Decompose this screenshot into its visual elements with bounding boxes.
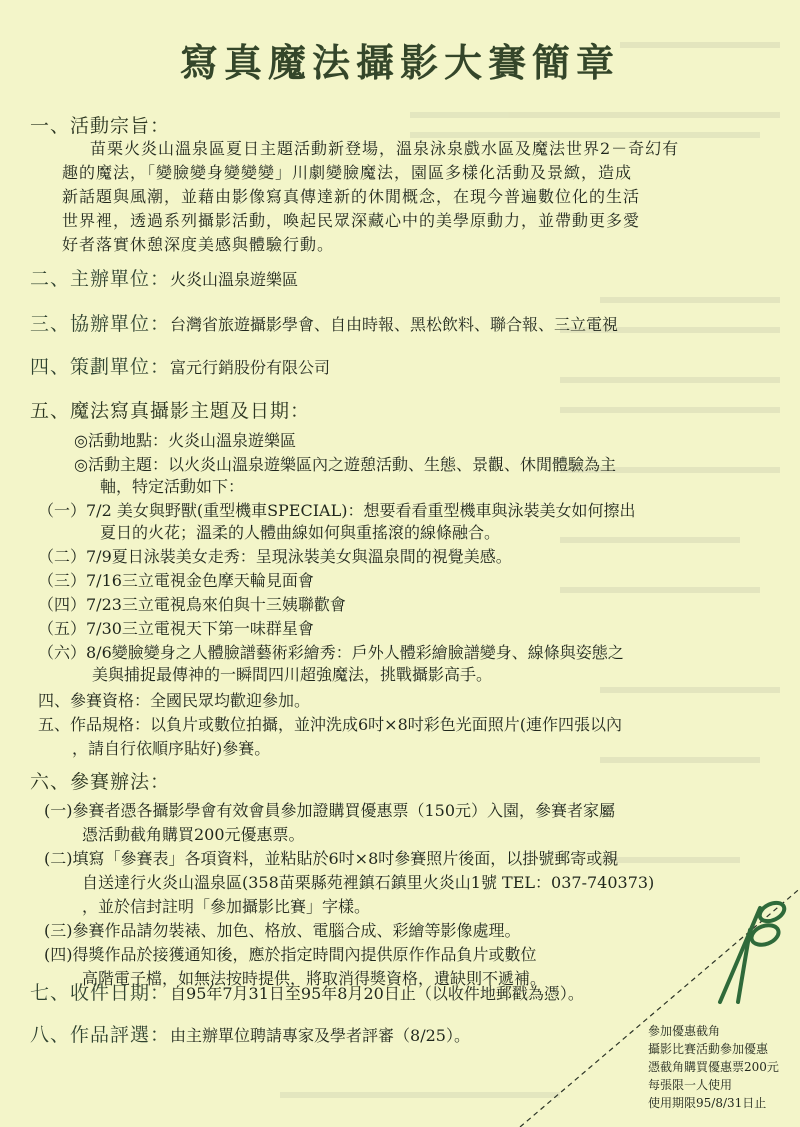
section5-line: 美與捕捉最傳神的一瞬間四川超強魔法，挑戰攝影高手。	[92, 665, 493, 684]
coupon-line: 每張限一人使用	[648, 1078, 733, 1092]
coupon-line: 使用期限95/8/31日止	[648, 1096, 767, 1110]
section1-line: 好者落實休憩深度美感與體驗行動。	[62, 235, 335, 254]
scissors-icon	[690, 890, 800, 1020]
section4-value: 富元行銷股份有限公司	[170, 358, 331, 377]
section3-value: 台灣省旅遊攝影學會、自由時報、黑松飲料、聯合報、三立電視	[170, 315, 619, 334]
section5-line: （一）7/2 美女與野獸(重型機車SPECIAL)：想要看看重型機車與泳裝美女如何擦出	[38, 501, 636, 520]
section1-line: 世界裡，透過系列攝影活動，喚起民眾深藏心中的美學原動力，並帶動更多愛	[62, 211, 641, 230]
section5-line: ，請自行依順序貼好)參賽。	[72, 739, 271, 758]
section1-heading: 一、活動宗旨：	[30, 115, 171, 137]
section6-line: (四)得獎作品於接獲通知後，應於指定時間內提供原作作品負片或數位	[44, 945, 537, 964]
section2-label: 二、主辦單位：	[30, 268, 171, 290]
section4-label: 四、策劃單位：	[30, 356, 171, 378]
section6-line: (二)填寫「參賽表」各項資料，並粘貼於6吋×8吋參賽照片後面，以掛號郵寄或親	[44, 849, 619, 868]
section5-line: 夏日的火花；溫柔的人體曲線如何與重搖滾的線條融合。	[100, 523, 501, 542]
section1-line: 趣的魔法，「變臉變身變變變」川劇變臉魔法，園區多樣化活動及景緻，造成	[62, 163, 633, 182]
section5-line: （六）8/6變臉變身之人體臉譜藝術彩繪秀：戶外人體彩繪臉譜變身、線條與姿態之	[38, 643, 624, 662]
section3-label: 三、協辦單位：	[30, 313, 171, 335]
section5-line: 四、參賽資格：全國民眾均歡迎參加。	[38, 691, 311, 710]
section5-line: （五）7/30三立電視天下第一味群星會	[38, 619, 314, 638]
section5-line: 五、作品規格：以負片或數位拍攝，並沖洗成6吋×8吋彩色光面照片(連作四張以內	[38, 715, 623, 734]
section6-line: 高階電子檔，如無法按時提供，將取消得獎資格，遺缺則不遞補。	[82, 969, 547, 988]
section6-heading: 六、參賽辦法：	[30, 771, 171, 793]
section6-line: 憑活動截角購買200元優惠票。	[82, 825, 305, 844]
coupon-line: 攝影比賽活動參加優惠	[648, 1042, 769, 1056]
section5-line: （二）7/9夏日泳裝美女走秀：呈現泳裝美女與溫泉間的視覺美感。	[38, 547, 512, 566]
section2-value: 火炎山溫泉遊樂區	[170, 270, 299, 289]
section7-value: 自95年7月31日至95年8月20日止（以收件地郵戳為憑）。	[170, 984, 584, 1003]
section5-line: ◎活動地點：火炎山溫泉遊樂區	[74, 431, 296, 450]
section6-line: 自送達行火炎山溫泉區(358苗栗縣苑裡鎮石鎮里火炎山1號 TEL：037-740373)	[82, 873, 655, 892]
section5-line: ◎活動主題：以火炎山溫泉遊樂區內之遊憩活動、生態、景觀、休閒體驗為主	[74, 455, 616, 474]
section3-row	[30, 313, 618, 336]
section7-label: 七、收件日期：	[30, 982, 171, 1004]
page-title: 寫真魔法攝影大賽簡章	[179, 40, 620, 85]
section8-value: 由主辦單位聘請專家及學者評審（8/25）。	[170, 1026, 470, 1045]
section6-line: (一)參賽者憑各攝影學會有效會員參加證購買優惠票（150元）入園，參賽者家屬	[44, 801, 616, 820]
section1-line: 新話題與風潮，並藉由影像寫真傳達新的休閒概念，在現今普遍數位化的生活	[62, 187, 641, 206]
section4-row	[30, 356, 330, 379]
section8-label: 八、作品評選：	[30, 1024, 171, 1046]
section5-line: （四）7/23三立電視鳥來伯與十三姨聯歡會	[38, 595, 346, 614]
section6-line: (三)參賽作品請勿裝裱、加色、格放、電腦合成、彩繪等影像處理。	[44, 921, 521, 940]
section1-line: 苗栗火炎山溫泉區夏日主題活動新登場，溫泉泳泉戲水區及魔法世界2－奇幻有	[90, 139, 680, 158]
section6-line: ，並於信封註明「參加攝影比賽」字樣。	[82, 897, 371, 916]
section5-line: 軸，特定活動如下：	[100, 477, 245, 496]
coupon-line: 參加優惠截角	[648, 1024, 721, 1038]
section5-line: （三）7/16三立電視金色摩天輪見面會	[38, 571, 314, 590]
section8-row	[30, 1024, 470, 1047]
coupon-line: 憑截角購買優惠票200元	[648, 1060, 779, 1074]
section2-row	[30, 268, 298, 291]
section5-heading: 五、魔法寫真攝影主題及日期：	[30, 400, 311, 422]
coupon-block	[648, 1022, 779, 1112]
